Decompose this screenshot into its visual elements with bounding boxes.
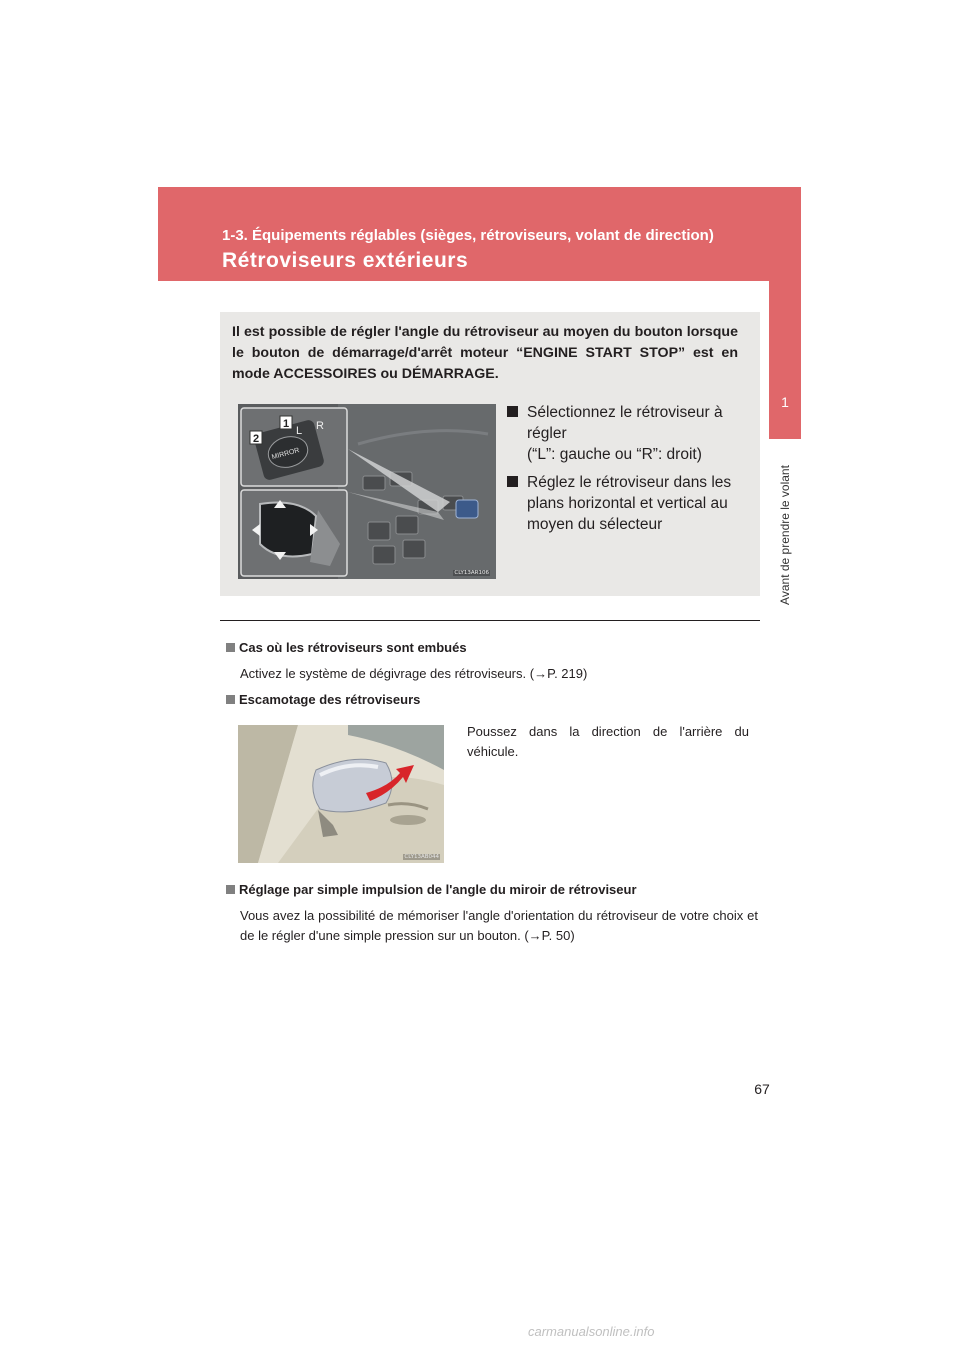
mirror-label: MIRROR [271,447,301,462]
note-1-heading-text: Cas où les rétroviseurs sont embués [239,640,467,655]
watermark: carmanualsonline.info [528,1324,655,1339]
note-3-heading-text: Réglage par simple impulsion de l'angle du miroir de rétroviseur [239,882,637,897]
figure-code: CLY13AR106 [454,570,489,576]
note-1-heading [226,640,467,655]
chapter-label [760,450,810,620]
figure-code: CLY13AB044 [404,854,439,860]
step-2-text: Réglez le rétroviseur dans les plans horizontal et vertical au moyen du sélecteur [527,474,732,533]
mirror-fold-photo [238,725,444,863]
step-2 [507,472,739,535]
page-number: 67 [754,1081,770,1097]
note-2-heading [226,692,420,707]
chapter-tab [769,187,801,439]
note-1-body: Activez le système de dégivrage des rétroviseurs. (→P. 219) [240,666,588,681]
callout-2: 2 [253,433,260,445]
page-title: Rétroviseurs extérieurs [222,249,469,272]
note-2-body: Poussez dans la direction de l'arrière du véhicule. [467,724,749,759]
right-label: R [316,420,324,432]
note-3-body: Vous avez la possibilité de mémoriser l'angle d'orientation du rétroviseur de votre choix et de le régler d'une simple pression sur un bouton. (→P. 50) [240,908,758,943]
mirror-switch-photo [238,404,496,579]
mirror-switch-illustration [238,404,496,579]
step-2-marker [507,476,518,487]
step-list [507,402,739,542]
divider [220,620,760,621]
chapter-number: 1 [781,394,789,410]
note-3-heading [226,882,637,897]
section-header [158,187,800,281]
bullet-square-icon [226,643,235,652]
step-1-subtext: (“L”: gauche ou “R”: droit) [527,446,702,463]
left-label: L [296,425,303,437]
bullet-square-icon [226,885,235,894]
step-1 [507,402,739,465]
step-1-text: Sélectionnez le rétroviseur à régler [527,404,723,442]
bullet-square-icon [226,695,235,704]
note-2-heading-text: Escamotage des rétroviseurs [239,692,421,707]
mirror-fold-illustration [238,725,444,863]
intro-text: Il est possible de régler l'angle du rétroviseur au moyen du bouton lorsque le bouton de démarrage/d'arrêt moteur “ENGINE START STOP” est en mode ACCESSOIRES ou DÉMARRAGE. [232,324,738,382]
callout-1: 1 [283,418,290,430]
section-title: 1-3. Équipements réglables (sièges, rétroviseurs, volant de direction) [222,227,714,244]
chapter-label-text: Avant de prendre le volant [778,465,792,605]
step-1-marker [507,406,518,417]
